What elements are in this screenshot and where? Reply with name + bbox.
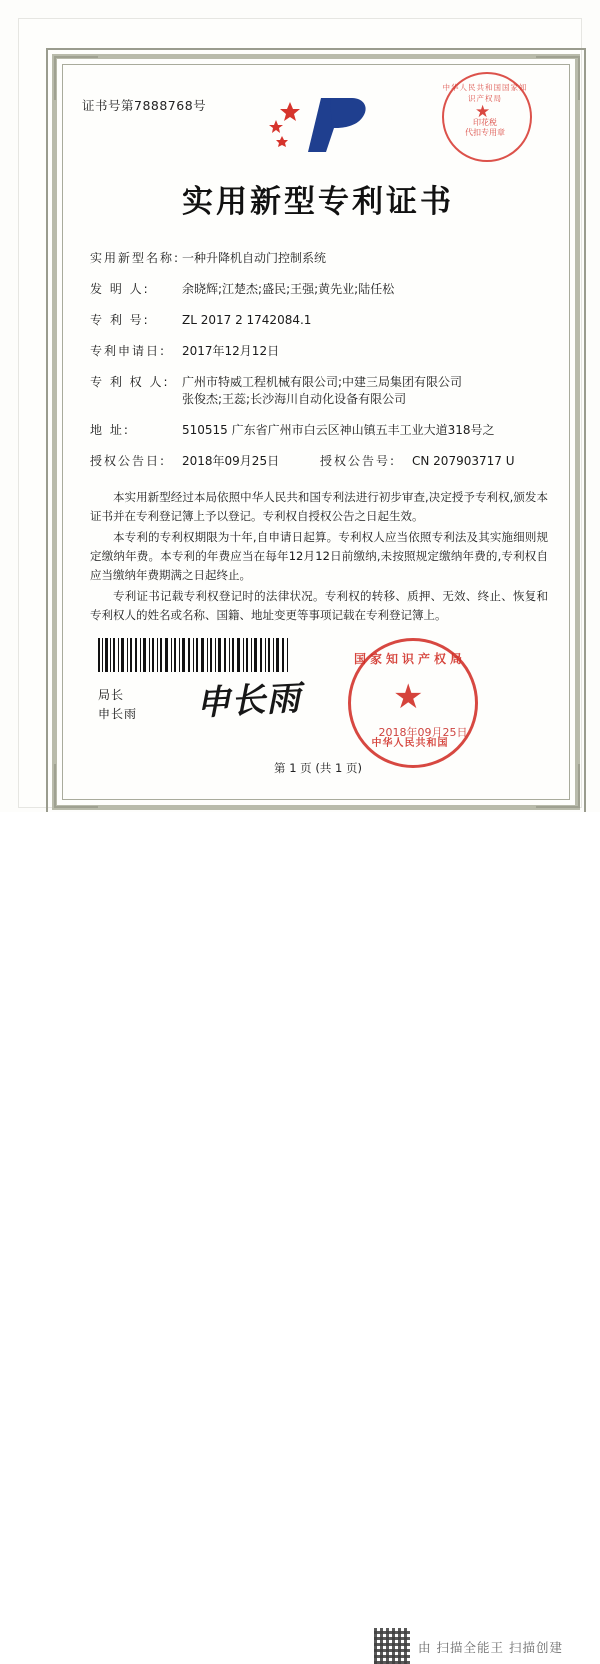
page-footer: 第 1 页 (共 1 页) xyxy=(274,761,362,775)
certificate-paper xyxy=(18,18,582,808)
certificate-number: 证书号第7888768号 xyxy=(82,98,207,113)
paragraph-3: 专利证书记载专利权登记时的法律状况。专利权的转移、质押、无效、终止、恢复和专利权人的姓名或名称、国籍、地址变更等事项记载在专利登记簿上。 xyxy=(90,589,548,622)
field-list xyxy=(90,250,550,484)
field-value: CN 207903717 U xyxy=(412,454,515,468)
director-label xyxy=(98,686,137,724)
field-address xyxy=(90,422,550,439)
field-label: 实用新型名称: xyxy=(90,251,181,265)
body-paragraphs xyxy=(90,488,548,627)
handwritten-signature: 申长雨 xyxy=(195,678,303,724)
field-value: ZL 2017 2 1742084.1 xyxy=(182,313,312,327)
field-value: 一种升降机自动门控制系统 xyxy=(182,251,327,265)
field-label: 专利申请日: xyxy=(90,344,167,358)
field-application-date xyxy=(90,343,550,360)
field-label: 地 址: xyxy=(90,423,130,437)
seal-bottom-text: 中华人民共和国 xyxy=(371,738,449,749)
patent-office-logo-icon xyxy=(266,92,376,158)
border-corner-top-left xyxy=(54,56,98,100)
patentee-line-2: 张俊杰;王蕊;长沙海川自动化设备有限公司 xyxy=(182,392,407,406)
field-label: 授权公告号: xyxy=(320,454,397,468)
official-seal xyxy=(348,638,472,762)
stamp-center-text: 印花税 代扣专用章 xyxy=(465,118,505,137)
field-label: 授权公告日: xyxy=(90,454,167,468)
field-value: 510515 广东省广州市白云区神山镇五丰工业大道318号之 xyxy=(182,423,495,437)
field-utility-model-name xyxy=(90,250,550,267)
field-label: 专 利 号: xyxy=(90,313,150,327)
red-star-icon: ★ xyxy=(393,677,424,717)
field-value: 2017年12月12日 xyxy=(182,344,280,358)
seal-top-text: 国家知识产权局 xyxy=(353,652,466,666)
patent-barcode xyxy=(98,638,288,672)
watermark-strip xyxy=(0,812,600,1655)
field-grant-notice-date xyxy=(90,453,320,470)
seal-date: 2018年09月25日 xyxy=(378,726,468,739)
field-patentee xyxy=(90,374,550,408)
watermark-text: 由 扫描全能王 扫描创建 xyxy=(418,1640,563,1655)
field-grant-notice-row xyxy=(90,453,550,470)
red-star-icon: ★ xyxy=(475,102,491,122)
field-patent-number xyxy=(90,312,550,329)
paragraph-1: 本实用新型经过本局依照中华人民共和国专利法进行初步审查,决定授予专利权,颁发本证书并在专利登记簿上予以登记。专利权自授权公告之日起生效。 xyxy=(90,490,548,523)
field-grant-notice-number xyxy=(320,453,550,470)
qr-code-icon xyxy=(374,1628,410,1664)
border-corner-top-right xyxy=(536,56,580,100)
stamp-arc-text: 中华人民共和国国家知识产权局 xyxy=(442,83,528,103)
field-value: 2018年09月25日 xyxy=(182,454,280,468)
director-name: 申长雨 xyxy=(98,707,138,721)
paragraph-2: 本专利的专利权期限为十年,自申请日起算。专利权人应当依照专利法及其实施细则规定缴纳年费。本专利的年费应当在每年12月12日前缴纳,未按照规定缴纳年费的,专利权自应当缴纳年费期满之日起终止。 xyxy=(90,530,548,582)
tax-stamp xyxy=(442,72,528,158)
director-title: 局长 xyxy=(98,688,125,702)
field-label: 发 明 人: xyxy=(90,282,150,296)
page-title: 实用新型专利证书 xyxy=(182,184,454,220)
field-value: 余晓辉;江楚杰;盛民;王强;黄先业;陆任松 xyxy=(182,282,395,296)
patentee-line-1: 广州市特威工程机械有限公司;中建三局集团有限公司 xyxy=(182,375,463,389)
field-label: 专 利 权 人: xyxy=(90,375,170,389)
field-inventors xyxy=(90,281,550,298)
